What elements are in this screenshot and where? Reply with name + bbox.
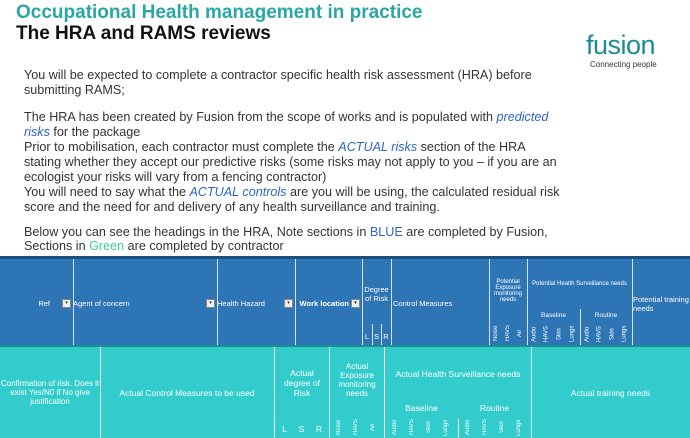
text: Sections in — [24, 239, 90, 253]
col-noise: Noise — [493, 325, 499, 341]
col-skin: Skin — [499, 421, 505, 434]
column-actual-degree: Actual degree of Risk — [284, 368, 320, 398]
logo-tagline: Connecting people — [590, 60, 657, 69]
slide-title: Occupational Health management in practice — [16, 2, 423, 23]
col-audio: Audio — [392, 419, 398, 436]
text: The HRA has been created by Fusion from the scope of works and is populated with — [24, 110, 497, 124]
column-degree: Degree of Risk — [364, 285, 389, 303]
column-agent[interactable] — [73, 259, 217, 348]
emphasis: ACTUAL risks — [338, 140, 418, 154]
body-line: You will be expected to complete a contractor specific health risk assessment (HRA) before — [24, 68, 532, 82]
column-actual-exposure: Actual Exposure monitoring needs — [338, 362, 376, 398]
col-havs: HAVS — [543, 326, 550, 342]
column-exposure: Potential Exposure monitoring needs — [493, 279, 522, 303]
col-lungs: Lungs — [621, 325, 628, 343]
filter-dropdown-icon[interactable]: ▾ — [284, 299, 293, 308]
col-audio: Audio — [584, 326, 591, 342]
col-lungs: Lungs — [516, 419, 522, 436]
baseline-label: Baseline — [405, 403, 438, 413]
slide-subtitle: The HRA and RAMS reviews — [16, 23, 271, 44]
emphasis: predicted — [496, 110, 549, 124]
text: section of the HRA — [417, 140, 526, 154]
text: You will need to say what the — [24, 185, 190, 199]
filter-dropdown-icon[interactable]: ▾ — [206, 299, 215, 308]
column-surveillance: Potential Health Surveillance needs — [532, 281, 627, 287]
body-line — [24, 140, 526, 154]
column-training: Potential training needs — [633, 295, 689, 313]
col-lungs: Lungs — [443, 419, 449, 436]
column-actual-surveillance: Actual Health Surveillance needs — [395, 369, 521, 379]
column-control: Control Measures — [393, 299, 453, 308]
column-actual-training: Actual training needs — [570, 387, 651, 398]
col-S: S — [298, 424, 305, 434]
col-havs: HAVS — [353, 419, 359, 436]
col-R: R — [315, 424, 323, 434]
col-L: L — [282, 424, 287, 434]
fusion-logo: fusion — [586, 30, 656, 60]
emphasis: Green — [89, 239, 125, 253]
text: for the package — [49, 125, 141, 139]
column-location[interactable] — [295, 259, 362, 348]
col-skin: Skin — [556, 328, 563, 340]
col-R: R — [383, 331, 389, 341]
col-havs: HAVS — [482, 419, 488, 436]
body-line — [24, 110, 548, 124]
column-hazard[interactable] — [217, 259, 295, 348]
body-line — [24, 185, 560, 199]
col-havs: HAVS — [596, 326, 603, 342]
col-havs: HAVS — [505, 325, 511, 341]
routine-label: Routine — [479, 403, 510, 413]
body-line — [24, 125, 140, 139]
body-line: submitting RAMS; — [24, 83, 125, 97]
body-line — [24, 225, 548, 239]
text: are completed by contractor — [124, 239, 284, 253]
column-confirmation: Confirmation of risk. Does it exist Yes/N0 if No give justification — [0, 379, 100, 406]
col-L: L — [364, 331, 370, 341]
text: are completed by Fusion, — [402, 225, 548, 239]
label: Ref — [38, 299, 50, 308]
filter-dropdown-icon[interactable]: ▾ — [351, 299, 360, 308]
filter-dropdown-icon[interactable]: ▾ — [62, 299, 71, 308]
column-actual-control: Actual Control Measures to be used — [119, 387, 255, 398]
fusion-hra-header — [0, 256, 690, 348]
emphasis: risks — [24, 125, 50, 139]
label: Agent of concern — [73, 299, 130, 308]
col-skin: Skin — [609, 328, 616, 340]
col-havs: HAVS — [409, 419, 415, 436]
body-line: stating whether they accept our predictive risks (some risks may not apply to you – if you are an — [24, 155, 557, 169]
text: Below you can see the headings in the HRA, Note sections in — [24, 225, 370, 239]
col-lungs: Lungs — [569, 325, 576, 343]
routine-label: Routine — [594, 311, 618, 319]
contractor-hra-header — [0, 345, 690, 438]
col-S: S — [373, 331, 379, 341]
col-audio: Audio — [531, 326, 538, 342]
emphasis: BLUE — [369, 225, 403, 239]
col-audio: Audio — [465, 419, 471, 436]
body-line — [24, 239, 284, 253]
baseline-label: Baseline — [541, 311, 566, 319]
col-noise: Noise — [336, 419, 342, 436]
label: Work location — [299, 299, 349, 308]
col-skin: Skin — [426, 421, 432, 434]
col-air: Air — [370, 423, 376, 432]
body-line: ecologist your risks will vary from a fencing contractor) — [24, 170, 327, 184]
text: are you will be using, the calculated residual risk — [286, 185, 560, 199]
body-line: score and the need for and delivery of any health surveillance and training. — [24, 200, 440, 214]
text: Prior to mobilisation, each contractor must complete the — [24, 140, 339, 154]
label: Health Hazard — [217, 299, 265, 308]
col-air: Air — [517, 329, 523, 337]
column-ref[interactable] — [0, 259, 73, 348]
emphasis: ACTUAL controls — [189, 185, 287, 199]
